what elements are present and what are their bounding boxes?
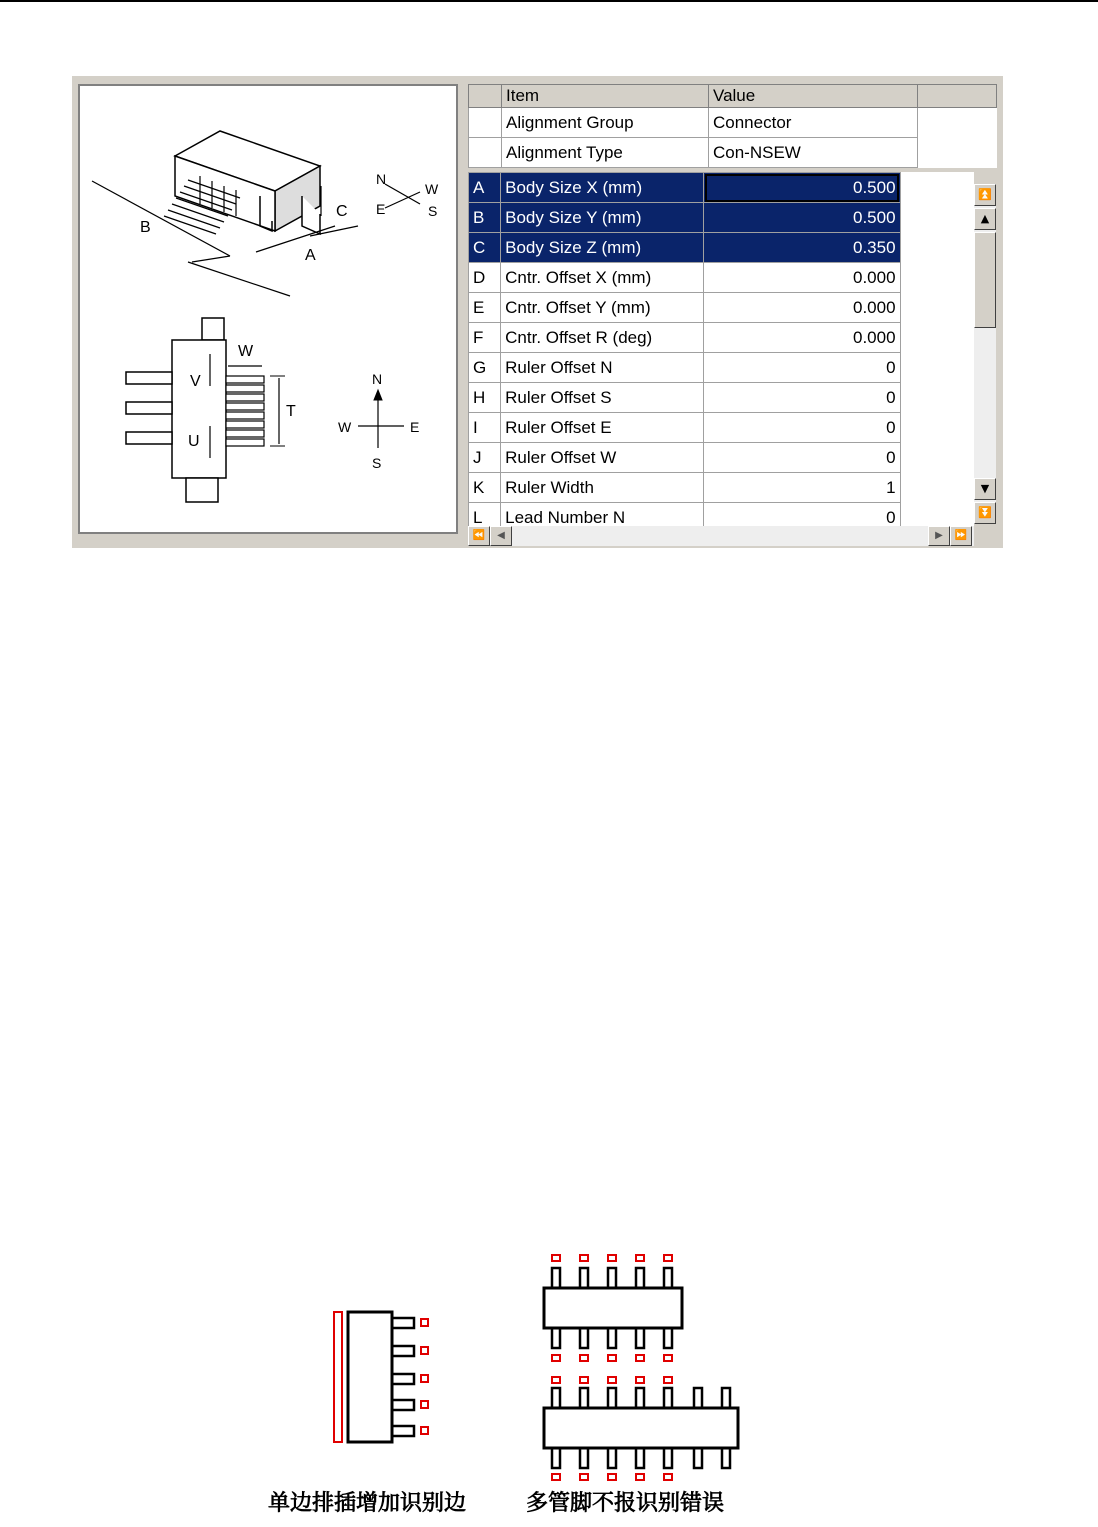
iso-compass-w: W <box>425 181 439 197</box>
footprint-illustrations <box>320 1250 750 1482</box>
table-row[interactable] <box>469 108 997 138</box>
dim-b-label: B <box>140 219 151 236</box>
row-value[interactable]: 1 <box>704 473 900 503</box>
table-row[interactable] <box>469 443 974 473</box>
scroll-bottom-icon[interactable]: ⏬ <box>974 502 996 524</box>
row-value[interactable]: Con-NSEW <box>709 138 918 168</box>
horizontal-scrollbar[interactable] <box>468 526 974 546</box>
dim-a-label: A <box>305 247 316 264</box>
row-value[interactable]: Connector <box>709 108 918 138</box>
cross-compass <box>338 371 419 471</box>
row-value[interactable]: 0.000 <box>704 293 900 323</box>
scroll-left-icon[interactable]: ◀ <box>490 526 512 546</box>
row-value[interactable]: 0.000 <box>704 323 900 353</box>
table-row[interactable] <box>469 203 974 233</box>
row-item: Lead Number N <box>501 503 704 533</box>
row-item: Alignment Type <box>502 138 709 168</box>
property-table <box>468 172 974 533</box>
row-item: Ruler Offset N <box>501 353 704 383</box>
scroll-first-icon[interactable]: ⏪ <box>468 526 490 546</box>
row-item: Ruler Offset E <box>501 413 704 443</box>
dim-v-label: V <box>190 373 201 390</box>
single-row-connector-figure <box>334 1312 428 1442</box>
dim-t-label: T <box>286 403 296 420</box>
property-list-viewport <box>468 172 974 527</box>
header-value[interactable]: Value <box>709 85 918 108</box>
property-grid <box>468 84 999 540</box>
grid-header-row <box>469 85 997 108</box>
row-key: K <box>469 473 501 503</box>
header-item[interactable]: Item <box>502 85 709 108</box>
connector-top-view <box>126 318 285 502</box>
row-item: Body Size X (mm) <box>501 173 704 203</box>
property-table-fixed <box>468 84 997 168</box>
row-item: Cntr. Offset X (mm) <box>501 263 704 293</box>
cross-compass-n: N <box>372 371 383 387</box>
row-value[interactable]: 0 <box>704 443 900 473</box>
row-value[interactable]: 0 <box>704 503 900 533</box>
cross-compass-w: W <box>338 419 352 435</box>
row-item: Cntr. Offset R (deg) <box>501 323 704 353</box>
scroll-down-icon[interactable]: ▼ <box>974 478 996 500</box>
table-row[interactable] <box>469 173 974 203</box>
row-item: Ruler Offset S <box>501 383 704 413</box>
row-key: C <box>469 233 501 263</box>
row-item: Body Size Z (mm) <box>501 233 704 263</box>
row-value[interactable]: 0.500 <box>704 203 900 233</box>
dim-u-label: U <box>188 433 200 450</box>
table-row[interactable] <box>469 473 974 503</box>
iso-compass-n: N <box>376 171 387 187</box>
iso-compass-s: S <box>428 203 438 219</box>
scroll-up-icon[interactable]: ▲ <box>974 208 996 230</box>
row-item: Ruler Offset W <box>501 443 704 473</box>
table-row[interactable] <box>469 293 974 323</box>
row-key: D <box>469 263 501 293</box>
connector-drawing <box>80 86 456 532</box>
row-value[interactable]: 0 <box>704 383 900 413</box>
row-value[interactable]: 0 <box>704 413 900 443</box>
package-diagram <box>78 84 458 534</box>
scroll-thumb[interactable] <box>974 232 996 328</box>
table-row[interactable] <box>469 323 974 353</box>
cross-compass-e: E <box>410 419 420 435</box>
header-filler <box>918 85 997 108</box>
vertical-scrollbar[interactable] <box>974 184 996 524</box>
caption-left: 单边排插增加识别边 <box>268 1491 467 1516</box>
row-item: Body Size Y (mm) <box>501 203 704 233</box>
row-item: Alignment Group <box>502 108 709 138</box>
scroll-right-icon[interactable]: ▶ <box>928 526 950 546</box>
row-key: J <box>469 443 501 473</box>
row-key: H <box>469 383 501 413</box>
dim-c-label: C <box>336 203 348 220</box>
row-value[interactable]: 0.000 <box>704 263 900 293</box>
row-key: B <box>469 203 501 233</box>
page-top-rule <box>0 0 1098 2</box>
row-key: F <box>469 323 501 353</box>
table-row[interactable] <box>469 383 974 413</box>
table-row[interactable] <box>469 263 974 293</box>
package-editor-panel <box>72 76 1003 548</box>
scroll-top-icon[interactable]: ⏫ <box>974 184 996 206</box>
table-row[interactable] <box>469 353 974 383</box>
row-item: Ruler Width <box>501 473 704 503</box>
header-key-cell <box>469 85 502 108</box>
cross-compass-s: S <box>372 455 382 471</box>
row-key: I <box>469 413 501 443</box>
row-key: A <box>469 173 501 203</box>
connector-3d-view <box>164 131 320 234</box>
dim-w-label: W <box>238 343 254 360</box>
row-key: L <box>469 503 501 533</box>
dual-row-ic-figure-top <box>544 1255 682 1361</box>
scroll-last-icon[interactable]: ⏩ <box>950 526 972 546</box>
row-value[interactable]: 0.350 <box>704 233 900 263</box>
table-row[interactable] <box>469 233 974 263</box>
dual-row-ic-figure-bottom <box>544 1377 738 1480</box>
row-value[interactable]: 0.500 <box>704 173 900 203</box>
iso-compass <box>376 171 439 219</box>
row-key: G <box>469 353 501 383</box>
row-value[interactable]: 0 <box>704 353 900 383</box>
iso-compass-e: E <box>376 201 386 217</box>
row-item: Cntr. Offset Y (mm) <box>501 293 704 323</box>
table-row[interactable] <box>469 138 997 168</box>
row-key: E <box>469 293 501 323</box>
table-row[interactable] <box>469 413 974 443</box>
caption-right: 多管脚不报识别错误 <box>526 1491 725 1516</box>
